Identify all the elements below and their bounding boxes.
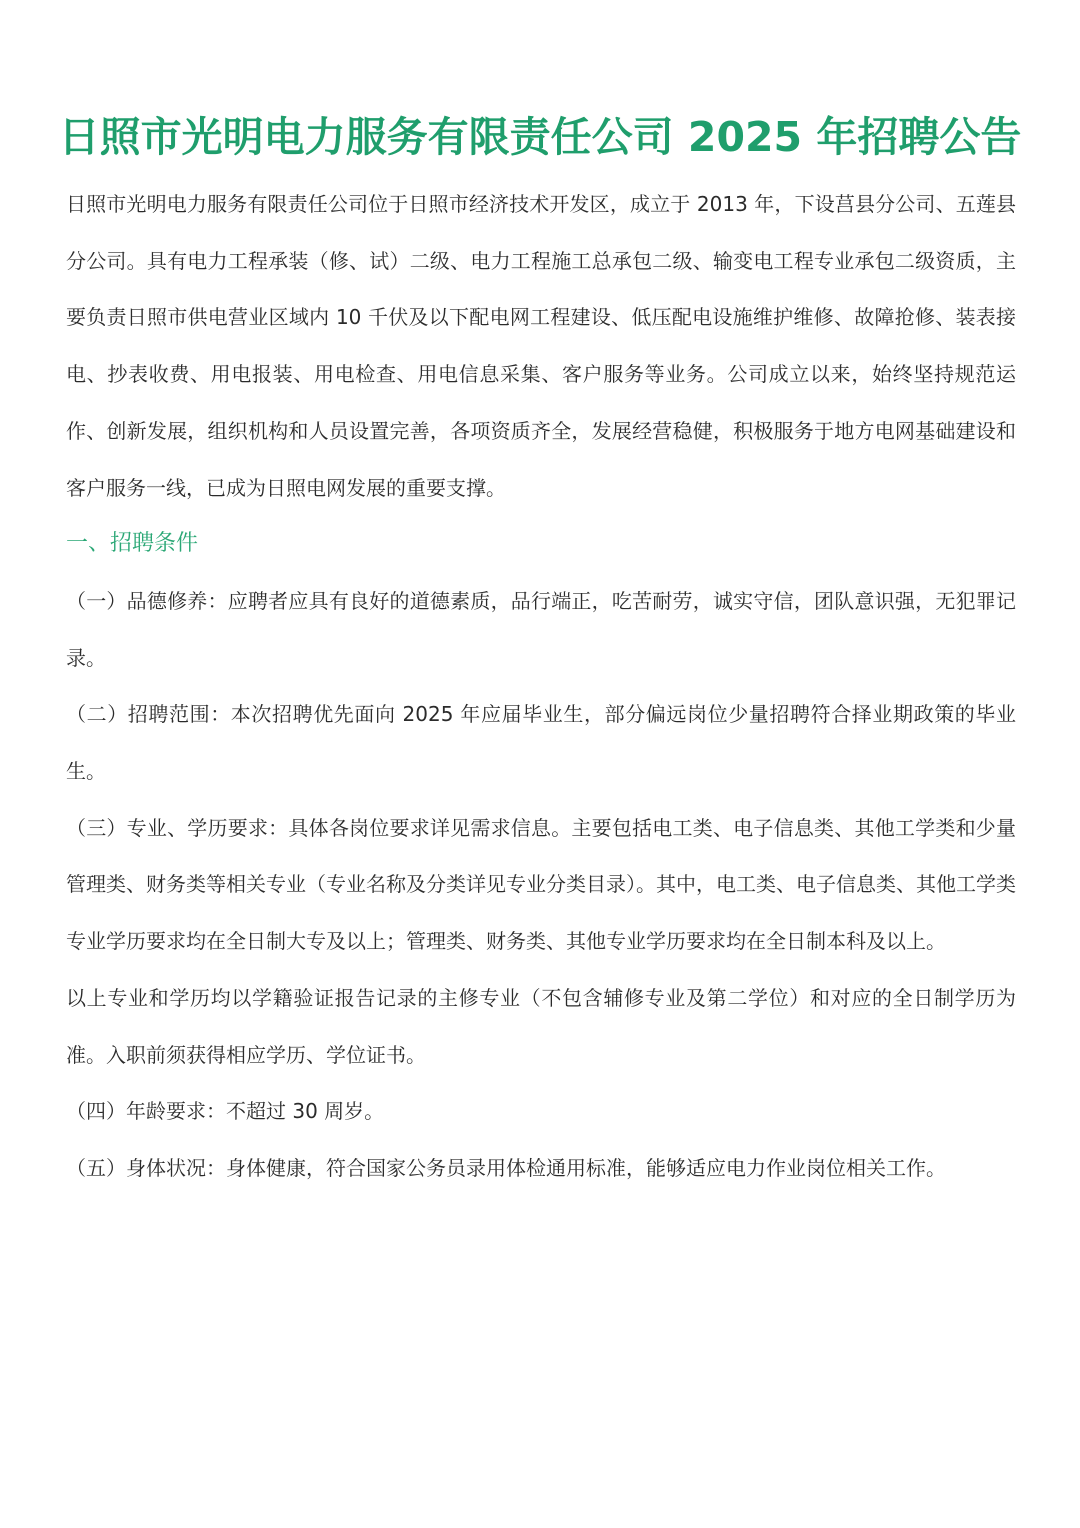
condition-education-note: 以上专业和学历均以学籍验证报告记录的主修专业（不包含辅修专业及第二学位）和对应的全日制学历为准。入职前须获得相应学历、学位证书。 [66,985,1016,1067]
section-heading: 一、招聘条件 [66,531,199,557]
page-title: 日照市光明电力服务有限责任公司 2025 年招聘公告 [58,113,1022,162]
document-body [66,176,1016,1197]
condition-health: （五）身体状况：身体健康，符合国家公务员录用体检通用标准，能够适应电力作业岗位相关工作。 [66,1155,946,1180]
condition-age: （四）年龄要求：不超过 30 周岁。 [66,1099,385,1124]
condition-major-education: （三）专业、学历要求：具体各岗位要求详见需求信息。主要包括电工类、电子信息类、其他工学类和少量管理类、财务类等相关专业（专业名称及分类详见专业分类目录）。其中，电工类、电子信息类、其他工学类专业学历要求均在全日制大专及以上；管理类、财务类、其他专业学历要求均在全日制本科及以上。 [66,815,1016,954]
condition-morality: （一）品德修养：应聘者应具有良好的道德素质，品行端正，吃苦耐劳，诚实守信，团队意识强，无犯罪记录。 [66,588,1016,670]
intro-paragraph: 日照市光明电力服务有限责任公司位于日照市经济技术开发区，成立于 2013 年，下设莒县分公司、五莲县分公司。具有电力工程承装（修、试）二级、电力工程施工总承包二级、输变电工程专业承包二级资质，主要负责日照市供电营业区域内 10 千伏及以下配电网工程建设、低压配电设施维护维修、故障抢修、装表接电、抄表收费、用电报装、用电检查、用电信息采集、客户服务等业务。公司成立以来，始终坚持规范运作、创新发展，组织机构和人员设置完善，各项资质齐全，发展经营稳健，积极服务于地方电网基础建设和客户服务一线，已成为日照电网发展的重要支撑。 [66,192,1016,500]
condition-scope: （二）招聘范围：本次招聘优先面向 2025 年应届毕业生，部分偏远岗位少量招聘符合择业期政策的毕业生。 [66,702,1016,784]
